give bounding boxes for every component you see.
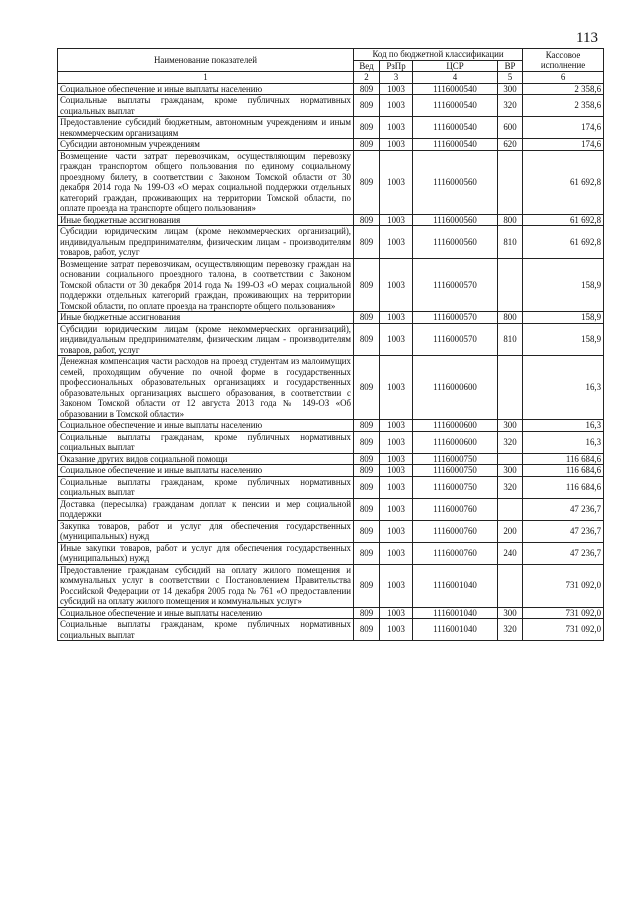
row-amount: 61 692,8 bbox=[523, 226, 604, 259]
row-ved: 809 bbox=[354, 139, 380, 151]
column-number: 1 bbox=[58, 72, 354, 84]
budget-execution-table bbox=[57, 48, 604, 641]
row-rzpr: 1003 bbox=[380, 619, 413, 641]
row-amount: 116 684,6 bbox=[523, 453, 604, 465]
row-ved: 809 bbox=[354, 214, 380, 226]
row-amount: 158,9 bbox=[523, 258, 604, 312]
table-row bbox=[58, 431, 604, 453]
row-rzpr: 1003 bbox=[380, 117, 413, 139]
row-vr: 320 bbox=[498, 95, 523, 117]
table-row bbox=[58, 83, 604, 95]
row-ved: 809 bbox=[354, 619, 380, 641]
row-rzpr: 1003 bbox=[380, 323, 413, 356]
row-ved: 809 bbox=[354, 83, 380, 95]
row-amount: 158,9 bbox=[523, 312, 604, 324]
row-vr: 800 bbox=[498, 214, 523, 226]
table-row bbox=[58, 420, 604, 432]
row-name: Иные бюджетные ассигнования bbox=[58, 312, 354, 324]
header-classification: Код по бюджетной классификации bbox=[354, 49, 523, 61]
row-vr: 320 bbox=[498, 431, 523, 453]
table-row bbox=[58, 214, 604, 226]
row-amount: 16,3 bbox=[523, 420, 604, 432]
row-name: Иные закупки товаров, работ и услуг для обеспечения государственных (муниципальных) нужд bbox=[58, 542, 354, 564]
row-name: Социальные выплаты гражданам, кроме публичных нормативных социальных выплат bbox=[58, 619, 354, 641]
row-csr: 1116000760 bbox=[413, 542, 498, 564]
row-name: Предоставление гражданам субсидий на оплату жилого помещения и коммунальных услуг в соответствии с Постановлением Правительства Российской Федерации от 14 декабря 2005 года № 761 «О предоставлении субсидий на оплату жилого помещения и коммунальных услуг» bbox=[58, 564, 354, 607]
row-amount: 47 236,7 bbox=[523, 542, 604, 564]
row-csr: 1116000540 bbox=[413, 139, 498, 151]
row-amount: 174,6 bbox=[523, 139, 604, 151]
row-vr: 320 bbox=[498, 619, 523, 641]
table-body bbox=[58, 83, 604, 641]
row-rzpr: 1003 bbox=[380, 356, 413, 420]
row-vr: 240 bbox=[498, 542, 523, 564]
row-vr: 810 bbox=[498, 226, 523, 259]
row-ved: 809 bbox=[354, 465, 380, 477]
row-name: Оказание других видов социальной помощи bbox=[58, 453, 354, 465]
row-csr: 1116000540 bbox=[413, 95, 498, 117]
row-vr: 600 bbox=[498, 117, 523, 139]
row-rzpr: 1003 bbox=[380, 476, 413, 498]
row-amount: 2 358,6 bbox=[523, 95, 604, 117]
table-row bbox=[58, 150, 604, 214]
row-vr: 200 bbox=[498, 520, 523, 542]
row-ved: 809 bbox=[354, 542, 380, 564]
row-vr bbox=[498, 453, 523, 465]
row-ved: 809 bbox=[354, 312, 380, 324]
row-vr: 300 bbox=[498, 83, 523, 95]
table-row bbox=[58, 498, 604, 520]
table-row bbox=[58, 619, 604, 641]
row-vr: 300 bbox=[498, 607, 523, 619]
row-csr: 1116000560 bbox=[413, 214, 498, 226]
row-csr: 1116000560 bbox=[413, 150, 498, 214]
row-csr: 1116000600 bbox=[413, 420, 498, 432]
row-csr: 1116001040 bbox=[413, 607, 498, 619]
row-csr: 1116000570 bbox=[413, 312, 498, 324]
page-number: 113 bbox=[576, 30, 598, 46]
row-name: Социальное обеспечение и иные выплаты населению bbox=[58, 420, 354, 432]
table-header bbox=[58, 49, 604, 84]
row-ved: 809 bbox=[354, 520, 380, 542]
row-ved: 809 bbox=[354, 258, 380, 312]
row-vr: 300 bbox=[498, 420, 523, 432]
table-row bbox=[58, 226, 604, 259]
table-row bbox=[58, 139, 604, 151]
row-amount: 2 358,6 bbox=[523, 83, 604, 95]
row-name: Предоставление субсидий бюджетным, автономным учреждениям и иным некоммерческим организациям bbox=[58, 117, 354, 139]
row-vr: 810 bbox=[498, 323, 523, 356]
row-rzpr: 1003 bbox=[380, 150, 413, 214]
header-ved: Вед bbox=[354, 60, 380, 72]
row-rzpr: 1003 bbox=[380, 226, 413, 259]
row-amount: 116 684,6 bbox=[523, 465, 604, 477]
row-name: Возмещение затрат перевозчикам, осуществляющим перевозку граждан на основании социального проездного талона, в соответствии с Законом Томской области от 30 декабря 2014 года № 199-ОЗ «О мерах социальной поддержки отдельных категорий граждан, проживающих на территории Томской области, по оплате проезда на транспорте общего пользования» bbox=[58, 258, 354, 312]
row-rzpr: 1003 bbox=[380, 564, 413, 607]
row-csr: 1116000540 bbox=[413, 83, 498, 95]
row-csr: 1116001040 bbox=[413, 619, 498, 641]
row-name: Субсидии юридическим лицам (кроме некоммерческих организаций), индивидуальным предпринимателям, физическим лицам - производителям товаров, работ, услуг bbox=[58, 323, 354, 356]
row-csr: 1116000540 bbox=[413, 117, 498, 139]
row-csr: 1116000750 bbox=[413, 465, 498, 477]
column-number-row bbox=[58, 72, 604, 84]
row-rzpr: 1003 bbox=[380, 139, 413, 151]
column-number: 5 bbox=[498, 72, 523, 84]
header-name: Наименование показателей bbox=[58, 49, 354, 72]
table-row bbox=[58, 312, 604, 324]
header-rzpr: РзПр bbox=[380, 60, 413, 72]
row-name: Возмещение части затрат перевозчикам, осуществляющим перевозку граждан транспортом общего пользования по единому социальному проездному билету, в соответствии с Законом Томской области от 30 декабря 2014 года № 199-ОЗ «О мерах социальной поддержки отдельных категорий граждан, проживающих на территории Томской области, по оплате проезда на транспорте общего пользования» bbox=[58, 150, 354, 214]
row-vr bbox=[498, 258, 523, 312]
row-vr bbox=[498, 498, 523, 520]
row-name: Субсидии автономным учреждениям bbox=[58, 139, 354, 151]
row-ved: 809 bbox=[354, 226, 380, 259]
row-csr: 1116000750 bbox=[413, 453, 498, 465]
row-ved: 809 bbox=[354, 420, 380, 432]
row-ved: 809 bbox=[354, 95, 380, 117]
header-vr: ВР bbox=[498, 60, 523, 72]
row-rzpr: 1003 bbox=[380, 520, 413, 542]
row-name: Иные бюджетные ассигнования bbox=[58, 214, 354, 226]
row-ved: 809 bbox=[354, 117, 380, 139]
row-vr: 800 bbox=[498, 312, 523, 324]
row-ved: 809 bbox=[354, 498, 380, 520]
row-amount: 61 692,8 bbox=[523, 150, 604, 214]
table-row bbox=[58, 476, 604, 498]
table-row bbox=[58, 542, 604, 564]
row-vr bbox=[498, 564, 523, 607]
row-rzpr: 1003 bbox=[380, 258, 413, 312]
table-row bbox=[58, 258, 604, 312]
row-csr: 1116000600 bbox=[413, 431, 498, 453]
row-amount: 174,6 bbox=[523, 117, 604, 139]
row-rzpr: 1003 bbox=[380, 95, 413, 117]
row-amount: 158,9 bbox=[523, 323, 604, 356]
row-name: Социальные выплаты гражданам, кроме публичных нормативных социальных выплат bbox=[58, 95, 354, 117]
row-csr: 1116001040 bbox=[413, 564, 498, 607]
header-cash-execution: Кассовое исполнение bbox=[523, 49, 604, 72]
row-name: Субсидии юридическим лицам (кроме некоммерческих организаций), индивидуальным предпринимателям, физическим лицам - производителям товаров, работ, услуг bbox=[58, 226, 354, 259]
row-csr: 1116000560 bbox=[413, 226, 498, 259]
row-vr: 300 bbox=[498, 465, 523, 477]
row-rzpr: 1003 bbox=[380, 83, 413, 95]
column-number: 4 bbox=[413, 72, 498, 84]
table-row bbox=[58, 117, 604, 139]
row-amount: 16,3 bbox=[523, 356, 604, 420]
row-rzpr: 1003 bbox=[380, 465, 413, 477]
table-row bbox=[58, 453, 604, 465]
row-name: Денежная компенсация части расходов на проезд студентам из малоимущих семей, проходящим обучение по очной форме в государственных профессиональных образовательных организациях и государственных образовательных организациях высшего образования, в соответствии с Законом Томской области от 12 августа 2013 года № 149-ОЗ «Об образовании в Томской области» bbox=[58, 356, 354, 420]
row-csr: 1116000600 bbox=[413, 356, 498, 420]
row-amount: 731 092,0 bbox=[523, 564, 604, 607]
row-name: Доставка (пересылка) гражданам доплат к пенсии и мер социальной поддержки bbox=[58, 498, 354, 520]
table-row bbox=[58, 607, 604, 619]
column-number: 3 bbox=[380, 72, 413, 84]
row-rzpr: 1003 bbox=[380, 453, 413, 465]
row-amount: 731 092,0 bbox=[523, 619, 604, 641]
row-csr: 1116000570 bbox=[413, 258, 498, 312]
table-row bbox=[58, 564, 604, 607]
row-rzpr: 1003 bbox=[380, 431, 413, 453]
row-vr bbox=[498, 356, 523, 420]
table-row bbox=[58, 95, 604, 117]
row-ved: 809 bbox=[354, 323, 380, 356]
row-vr: 620 bbox=[498, 139, 523, 151]
row-name: Социальные выплаты гражданам, кроме публичных нормативных социальных выплат bbox=[58, 431, 354, 453]
row-csr: 1116000760 bbox=[413, 498, 498, 520]
column-number: 2 bbox=[354, 72, 380, 84]
table-row bbox=[58, 323, 604, 356]
row-vr bbox=[498, 150, 523, 214]
row-ved: 809 bbox=[354, 453, 380, 465]
row-rzpr: 1003 bbox=[380, 542, 413, 564]
row-amount: 731 092,0 bbox=[523, 607, 604, 619]
row-vr: 320 bbox=[498, 476, 523, 498]
table-row bbox=[58, 520, 604, 542]
table-row bbox=[58, 465, 604, 477]
row-ved: 809 bbox=[354, 431, 380, 453]
row-csr: 1116000570 bbox=[413, 323, 498, 356]
row-rzpr: 1003 bbox=[380, 607, 413, 619]
row-rzpr: 1003 bbox=[380, 312, 413, 324]
row-rzpr: 1003 bbox=[380, 498, 413, 520]
row-rzpr: 1003 bbox=[380, 420, 413, 432]
row-name: Социальное обеспечение и иные выплаты населению bbox=[58, 607, 354, 619]
row-amount: 116 684,6 bbox=[523, 476, 604, 498]
row-name: Закупка товаров, работ и услуг для обеспечения государственных (муниципальных) нужд bbox=[58, 520, 354, 542]
row-ved: 809 bbox=[354, 476, 380, 498]
row-amount: 47 236,7 bbox=[523, 520, 604, 542]
row-ved: 809 bbox=[354, 150, 380, 214]
row-ved: 809 bbox=[354, 564, 380, 607]
row-csr: 1116000750 bbox=[413, 476, 498, 498]
row-ved: 809 bbox=[354, 607, 380, 619]
row-name: Социальное обеспечение и иные выплаты населению bbox=[58, 465, 354, 477]
row-csr: 1116000760 bbox=[413, 520, 498, 542]
header-csr: ЦСР bbox=[413, 60, 498, 72]
table-row bbox=[58, 356, 604, 420]
row-rzpr: 1003 bbox=[380, 214, 413, 226]
row-ved: 809 bbox=[354, 356, 380, 420]
row-name: Социальные выплаты гражданам, кроме публичных нормативных социальных выплат bbox=[58, 476, 354, 498]
row-name: Социальное обеспечение и иные выплаты населению bbox=[58, 83, 354, 95]
row-amount: 16,3 bbox=[523, 431, 604, 453]
row-amount: 47 236,7 bbox=[523, 498, 604, 520]
column-number: 6 bbox=[523, 72, 604, 84]
row-amount: 61 692,8 bbox=[523, 214, 604, 226]
